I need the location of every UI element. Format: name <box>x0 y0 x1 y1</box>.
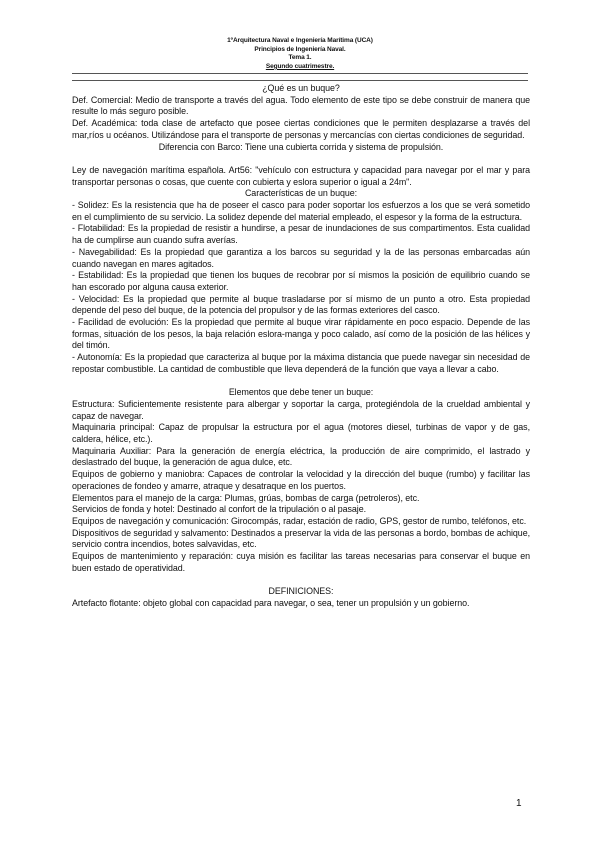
header-semester: Segundo cuatrimestre. <box>265 62 335 70</box>
list-item-evolucion: - Facilidad de evolución: Es la propiedad que permite al buque virar rápidamente en poco espacio. Depende de las formas, situación de los pesos, la baja relación eslora-manga y poco calado, así como de la posición de las hélices y del timón. <box>72 317 530 351</box>
list-item-manejo-carga: Elementos para el manejo de la carga: Plumas, grúas, bombas de carga (petroleros), etc. <box>72 492 420 503</box>
header-course: 1ºArquitectura Naval e Ingeniería Marítima (UCA) <box>227 37 373 44</box>
list-item-estructura: Estructura: Suficientemente resistente para albergar y soportar la carga, protegiéndola de la crueldad ambiental y capaz de navegar. <box>72 398 530 421</box>
paragraph-def-academica: Def. Académica: toda clase de artefacto que posee ciertas condiciones que le permiten desplazarse a través del mar,ríos u océanos. Utilizándose para el transporte de personas y mercancías con ciertas condiciones de seguridad. <box>72 118 530 140</box>
list-item-gobierno-maniobra: Equipos de gobierno y maniobra: Capaces de controlar la velocidad y la dirección del buque (rumbo) y facilitar las operaciones de fondeo y amarre, atraque y desatraque en los puertos. <box>72 469 530 491</box>
document-header <box>0 37 600 71</box>
list-item-maquinaria-principal: Maquinaria principal: Capaz de propulsar la estructura por el agua (motores diesel, turbinas de vapor y de gas, caldera, hélice, etc.). <box>72 422 530 445</box>
list-item-fonda-hotel: Servicios de fonda y hotel: Destinado al confort de la tripulación o al pasaje. <box>72 504 367 515</box>
list-item-maquinaria-auxiliar: Maquinaria Auxiliar: Para la generación de energía eléctrica, la producción de aire comprimido, el lastrado y deslastrado del buque, la generación de agua dulce, etc. <box>72 445 530 468</box>
list-item-mantenimiento: Equipos de mantenimiento y reparación: cuya misión es facilitar las tareas necesarias para conservar el buque en buen estado de operatividad. <box>72 551 530 573</box>
paragraph-ley-navegacion: Ley de navegación marítima española. Art56: "vehículo con estructura y capacidad para navegar por el mar y para transportar personas o cosas, que cuente con cubierta y eslora superior o igual a 24m". <box>72 164 530 187</box>
paragraph-def-comercial: Def. Comercial: Medio de transporte a través del agua. Todo elemento de este tipo se debe construir de manera que resulte lo más seguro posible. <box>72 94 530 117</box>
list-item-flotabilidad: - Flotabilidad: Es la propiedad de resistir a hundirse, a pesar de inundaciones de sus compartimentos. Esta cualidad ha de cumplirse aun cuando sufra averías. <box>72 223 530 246</box>
list-item-navegabilidad: - Navegabilidad: Es la propiedad que garantiza a los barcos su seguridad y la de las personas embarcadas aún cuando navegan en mares agitados. <box>72 246 530 269</box>
paragraph-diferencia-barco: Diferencia con Barco: Tiene una cubierta corrida y sistema de propulsión. <box>158 141 444 152</box>
section-title-elementos: Elementos que debe tener un buque: <box>228 387 374 398</box>
paragraph-artefacto-flotante: Artefacto flotante: objeto global con capacidad para navegar, o sea, tener un propulsión y un gobierno. <box>72 597 470 608</box>
list-item-navegacion-comunicacion: Equipos de navegación y comunicación: Girocompás, radar, estación de radio, GPS, gestor de rumbo, teléfonos, etc. <box>72 515 527 526</box>
header-topic: Tema 1. <box>288 54 312 62</box>
list-item-estabilidad: - Estabilidad: Es la propiedad que tienen los buques de recobrar por sí mismos la posición de equilibrio cuando se han escorado por alguna causa exterior. <box>72 270 530 292</box>
page-number: 1 <box>516 798 522 809</box>
list-item-autonomia: - Autonomía: Es la propiedad que caracteriza al buque por la máxima distancia que puede navegar sin necesidad de repostar combustible. La cantidad de combustible que lleva dependerá de la función que vaya a llevar a cabo. <box>72 352 530 374</box>
spacer <box>72 575 530 587</box>
list-item-seguridad-salvamento: Dispositivos de seguridad y salvamento: Destinados a preservar la vida de las personas a bordo, bombas de achique, servicio contra incendios, botes salvavidas, etc. <box>72 527 530 550</box>
document-body <box>72 83 530 610</box>
spacer <box>72 153 530 165</box>
header-subject: Principios de Ingeniería Naval. <box>254 45 346 53</box>
section-title-caracteristicas: Características de un buque: <box>244 188 358 199</box>
spacer <box>72 376 530 388</box>
header-rule-bottom <box>72 80 528 81</box>
header-rule-top <box>72 73 528 74</box>
section-title-que-es: ¿Qué es un buque? <box>262 83 340 93</box>
list-item-solidez: - Solidez: Es la resistencia que ha de poseer el casco para poder soportar los esfuerzos a los que se verá sometido en el cumplimiento de su servicio. La solidez depende del material empleado, el espesor y la forma de la estructura. <box>72 200 530 222</box>
section-title-definiciones: DEFINICIONES: <box>268 586 334 597</box>
list-item-velocidad: - Velocidad: Es la propiedad que permite al buque trasladarse por sí mismo de un punto a otro. Esta propiedad depende del peso del buque, de la potencia del propulsor y de las formas exteriores del casco. <box>72 293 530 316</box>
